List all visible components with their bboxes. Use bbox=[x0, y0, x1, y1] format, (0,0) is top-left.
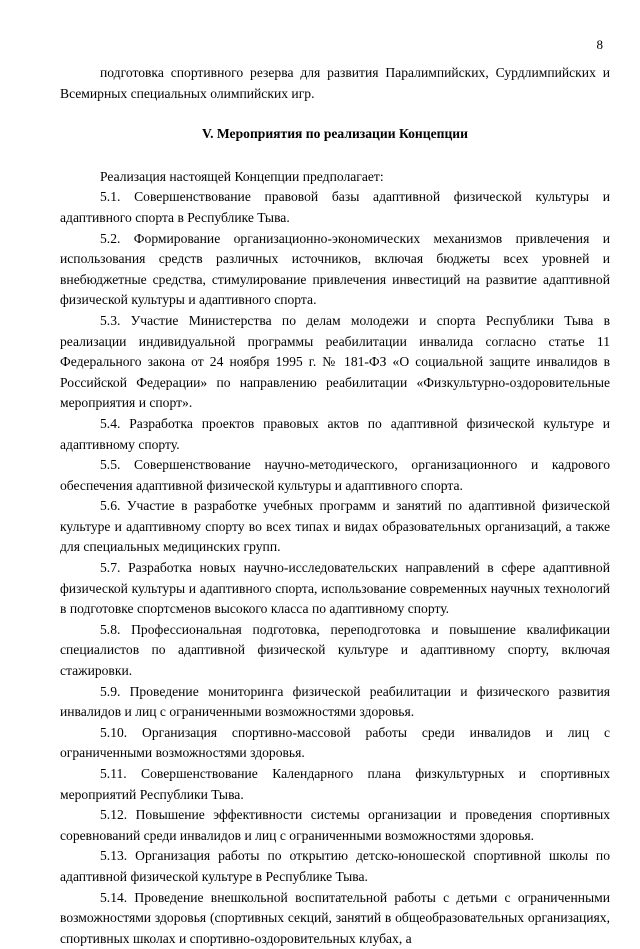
intro-continuation-paragraph: подготовка спортивного резерва для развития Паралимпийских, Сурдлимпийских и Всемирных специальных олимпийских игр. bbox=[60, 65, 610, 101]
item-paragraph: 5.5. Совершенствование научно-методического, организационного и кадрового обеспечения адаптивной физической культуры и адаптивного спорта. bbox=[60, 457, 610, 493]
lead-paragraph: Реализация настоящей Концепции предполагает: bbox=[100, 168, 384, 184]
item-paragraph: 5.6. Участие в разработке учебных программ и занятий по адаптивной физической культуре и адаптивному спорту во всех типах и видах образовательных организаций, а также для специальных медицинских групп. bbox=[60, 498, 610, 555]
section-heading: V. Мероприятия по реализации Концепции bbox=[202, 126, 468, 142]
item-paragraph: 5.10. Организация спортивно-массовой работы среди инвалидов и лиц с ограниченными возможностями здоровья. bbox=[60, 724, 610, 761]
item-paragraph: 5.7. Разработка новых научно-исследовательских направлений в сфере адаптивной физической культуры и адаптивного спорта, использование современных научных технологий в подготовке спортсменов высокого класса по адаптивному спорту. bbox=[60, 560, 610, 617]
item-paragraph: 5.2. Формирование организационно-экономических механизмов привлечения и использования средств различных источников, включая бюджеты всех уровней и внебюджетные средства, стимулирование привлечения инвестиций на развитие адаптивной физической культуры и адаптивного спорта. bbox=[60, 230, 610, 308]
item-paragraph: 5.8. Профессиональная подготовка, переподготовка и повышение квалификации специалистов по адаптивной физической культуре и адаптивному спорту, включая стажировки. bbox=[60, 621, 610, 679]
item-paragraph: 5.14. Проведение внешкольной воспитательной работы с детьми с ограниченными возможностями здоровья (спортивных секций, занятий в общеобразовательных организациях, спортивных школах и спортивно-оздоровительных клубах, а bbox=[60, 889, 610, 946]
item-paragraph: 5.11. Совершенствование Календарного плана физкультурных и спортивных мероприятий Республики Тыва. bbox=[60, 766, 610, 802]
item-paragraph: 5.3. Участие Министерства по делам молодежи и спорта Республики Тыва в реализации индивидуальной программы реабилитации инвалида согласно статье 11 Федерального закона от 24 ноября 1995 г. № 181-ФЗ «О социальной защите инвалидов в Российской Федерации» по направлению реабилитации «Физкультурно-оздоровительные мероприятия и спорт». bbox=[60, 312, 610, 411]
item-paragraph: 5.13. Организация работы по открытию детско-юношеской спортивной школы по адаптивной физической культуре в Республике Тыва. bbox=[60, 848, 610, 884]
item-paragraph: 5.1. Совершенствование правовой базы адаптивной физической культуры и адаптивного спорта в Республике Тыва. bbox=[60, 189, 610, 225]
item-paragraph: 5.12. Повышение эффективности системы организации и проведения спортивных соревнований среди инвалидов и лиц с ограниченными возможностями здоровья. bbox=[60, 807, 610, 843]
item-paragraph: 5.4. Разработка проектов правовых актов по адаптивной физической культуре и адаптивному спорту. bbox=[60, 415, 610, 452]
document-body bbox=[60, 63, 610, 949]
page-number: 8 bbox=[596, 37, 603, 52]
item-paragraph: 5.9. Проведение мониторинга физической реабилитации и физического развития инвалидов и лиц с ограниченными возможностями здоровья. bbox=[60, 683, 610, 720]
